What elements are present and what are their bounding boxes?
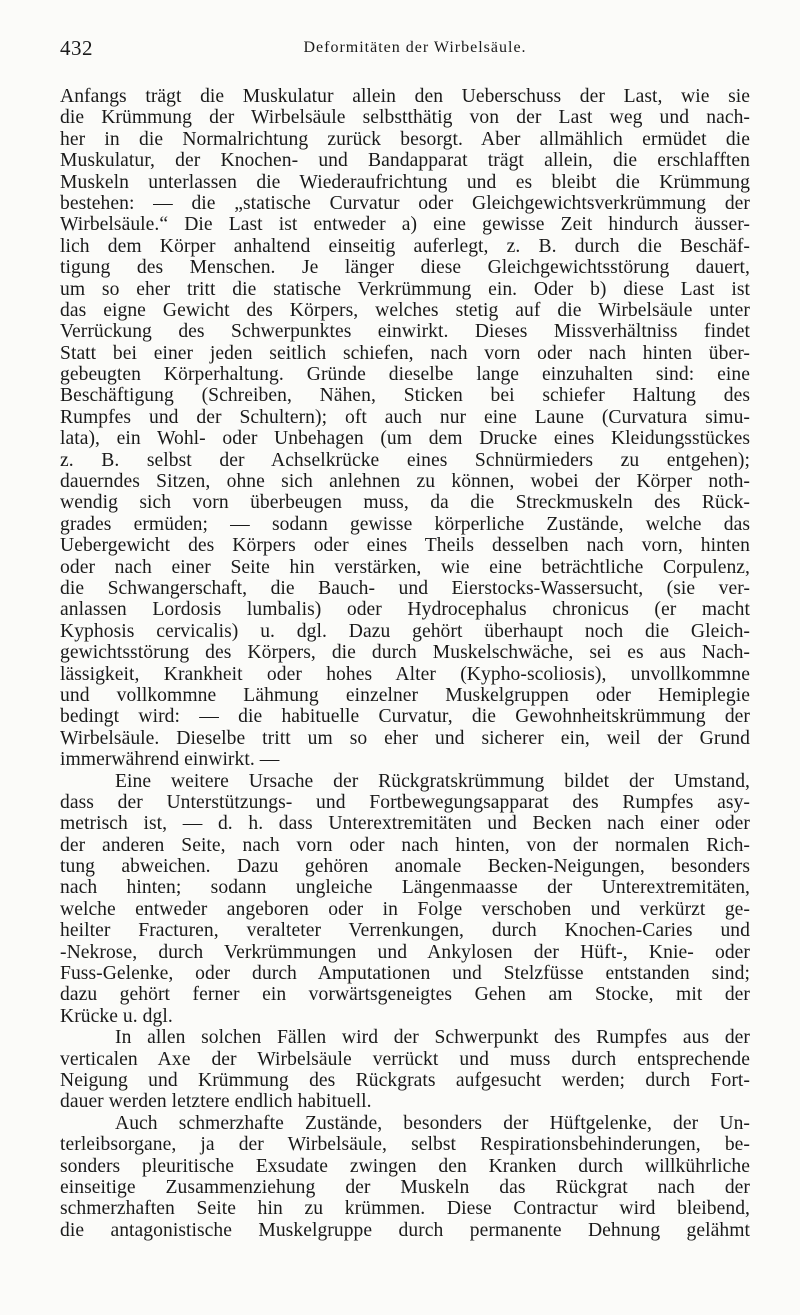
page-number: 432	[60, 36, 93, 60]
text-line: immerwährend einwirkt. —	[60, 749, 280, 771]
text-line: bedingt wird: — die habituelle Curvatur, die Gewohnheitskrümmung der	[60, 706, 750, 728]
text-line: der anderen Seite, nach vorn oder nach hinten, von der normalen Rich-	[60, 834, 750, 856]
text-line: In allen solchen Fällen wird der Schwerpunkt des Rumpfes aus der	[115, 1027, 750, 1049]
text-line: Uebergewicht des Körpers oder eines Theils desselben nach vorn, hinten	[60, 535, 750, 557]
text-line: heilter Fracturen, veralteter Verrenkungen, durch Knochen-Caries und	[60, 920, 750, 942]
text-line: und vollkommne Lähmung einzelner Muskelgruppen oder Hemiplegie	[60, 684, 750, 706]
text-line: verticalen Axe der Wirbelsäule verrückt und muss durch entsprechende	[60, 1048, 750, 1070]
text-line: das eigne Gewicht des Körpers, welches stetig auf die Wirbelsäule unter	[60, 299, 750, 321]
text-line: tung abweichen. Dazu gehören anomale Becken-Neigungen, besonders	[60, 856, 750, 878]
text-line: Krücke u. dgl.	[60, 1005, 173, 1027]
text-line: metrisch ist, — d. h. dass Unterextremitäten und Becken nach einer oder	[60, 813, 750, 835]
text-line: Muskulatur, der Knochen- und Bandapparat trägt allein, die erschlafften	[60, 150, 750, 172]
text-line: Neigung und Krümmung des Rückgrats aufgesucht werden; durch Fort-	[60, 1069, 750, 1091]
text-line: Beschäftigung (Schreiben, Nähen, Sticken bei schiefer Haltung des	[60, 385, 750, 407]
text-line: Statt bei einer jeden seitlich schiefen, nach vorn oder nach hinten über-	[60, 342, 750, 364]
text-line: gewichtsstörung des Körpers, die durch Muskelschwäche, sei es aus Nach-	[60, 642, 750, 664]
text-line: oder nach einer Seite hin verstärken, wie eine beträchtliche Corpulenz,	[60, 556, 750, 578]
text-line: her in die Normalrichtung zurück besorgt. Aber allmählich ermüdet die	[60, 128, 750, 150]
text-line: Anfangs trägt die Muskulatur allein den Ueberschuss der Last, wie sie	[60, 86, 750, 107]
running-head: Deformitäten der Wirbelsäule.	[303, 39, 527, 56]
text-line: sonders pleuritische Exsudate zwingen den Kranken durch willkührliche	[60, 1155, 750, 1177]
text-line: einseitige Zusammenziehung der Muskeln das Rückgrat nach der	[60, 1176, 750, 1198]
page-header	[60, 36, 750, 60]
text-line: bestehen: — die „statische Curvatur oder Gleichgewichtsverkrümmung der	[60, 192, 750, 214]
text-line: lich dem Körper anhaltend einseitig auferlegt, z. B. durch die Beschäf-	[60, 235, 750, 257]
text-line: lata), ein Wohl- oder Unbehagen (um dem Drucke eines Kleidungsstückes	[60, 428, 750, 450]
text-line: Verrückung des Schwerpunktes einwirkt. Dieses Missverhältniss findet	[60, 321, 750, 343]
text-line: schmerzhaften Seite hin zu krümmen. Diese Contractur wird bleibend,	[60, 1198, 750, 1220]
text-line: z. B. selbst der Achselkrücke eines Schnürmieders zu entgehen);	[60, 449, 750, 471]
text-line: dauerndes Sitzen, ohne sich anlehnen zu können, wobei der Körper noth-	[60, 471, 750, 493]
text-line: nach hinten; sodann ungleiche Längenmaasse der Unterextremitäten,	[60, 877, 750, 899]
text-line: dazu gehört ferner ein vorwärtsgeneigtes Gehen am Stocke, mit der	[60, 984, 750, 1006]
text-line: Fuss-Gelenke, oder durch Amputationen und Stelzfüsse entstanden sind;	[60, 963, 750, 985]
text-line: die Krümmung der Wirbelsäule selbstthätig von der Last weg und nach-	[60, 107, 750, 129]
text-line: anlassen Lordosis lumbalis) oder Hydrocephalus chronicus (er macht	[60, 599, 750, 621]
text-line: welche entweder angeboren oder in Folge verschoben und verkürzt ge-	[60, 898, 750, 920]
text-line: -Nekrose, durch Verkrümmungen und Ankylosen der Hüft-, Knie- oder	[60, 941, 750, 963]
text-line: Wirbelsäule.“ Die Last ist entweder a) eine gewisse Zeit hindurch äusser-	[60, 214, 750, 236]
text-line: Muskeln unterlassen die Wiederaufrichtung und es bleibt die Krümmung	[60, 171, 750, 193]
text-line: die Schwangerschaft, die Bauch- und Eierstocks-Wassersucht, (sie ver-	[60, 577, 750, 599]
text-line: Rumpfes und der Schultern); oft auch nur eine Laune (Curvatura simu-	[60, 406, 750, 428]
text-line: terleibsorgane, ja der Wirbelsäule, selbst Respirationsbehinderungen, be-	[60, 1134, 750, 1156]
text-line: dass der Unterstützungs- und Fortbewegungsapparat des Rumpfes asy-	[60, 791, 750, 813]
text-line: grades ermüden; — sodann gewisse körperliche Zustände, welche das	[60, 513, 750, 535]
text-line: lässigkeit, Krankheit oder hohes Alter (Kypho-scoliosis), unvollkommne	[60, 663, 750, 685]
text-line: tigung des Menschen. Je länger diese Gleichgewichtsstörung dauert,	[60, 257, 750, 279]
text-line: Auch schmerzhafte Zustände, besonders der Hüftgelenke, der Un-	[115, 1112, 750, 1134]
text-line: Kyphosis cervicalis) u. dgl. Dazu gehört überhaupt noch die Gleich-	[60, 620, 750, 642]
text-line: Eine weitere Ursache der Rückgratskrümmung bildet der Umstand,	[115, 770, 750, 792]
text-line: wendig sich vorn überbeugen muss, da die Streckmuskeln des Rück-	[60, 492, 750, 514]
text-line: Wirbelsäule. Dieselbe tritt um so eher und sicherer ein, weil der Grund	[60, 727, 750, 749]
body-text	[60, 86, 750, 1241]
text-line: die antagonistische Muskelgruppe durch permanente Dehnung gelähmt	[60, 1219, 750, 1241]
text-line: gebeugten Körperhaltung. Gründe dieselbe lange einzuhalten sind: eine	[60, 364, 750, 386]
text-line: dauer werden letztere endlich habituell.	[60, 1091, 372, 1113]
text-line: um so eher tritt die statische Verkrümmung ein. Oder b) diese Last ist	[60, 278, 750, 300]
